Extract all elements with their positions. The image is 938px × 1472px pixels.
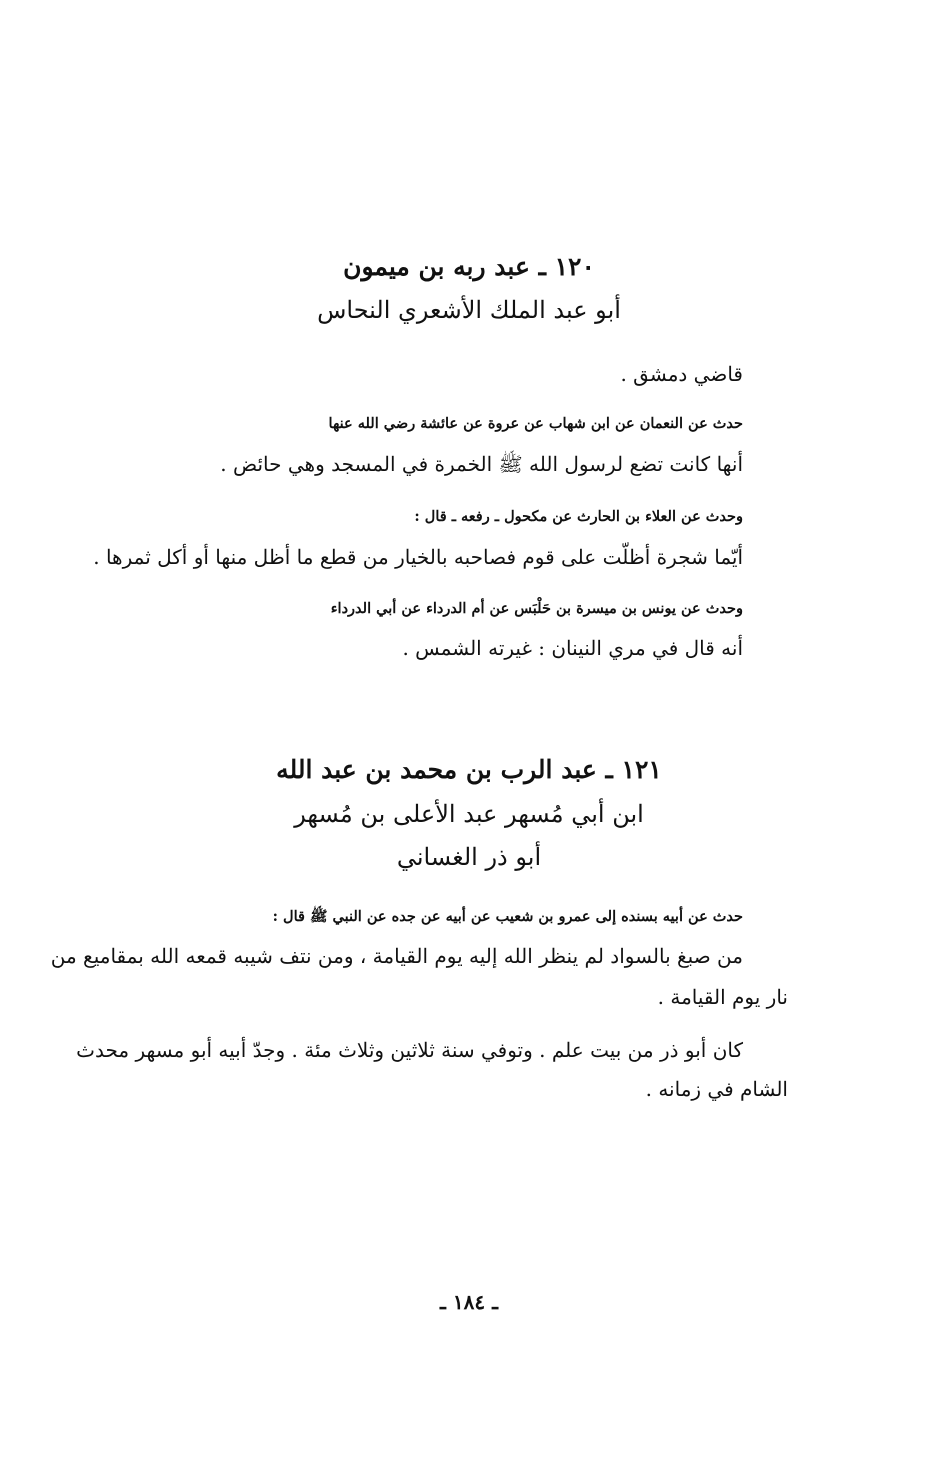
entry-120-text-3: أنه قال في مري النينان : غيرته الشمس . [402, 636, 743, 660]
entry-121-subheading-2: أبو ذر الغساني [396, 843, 542, 871]
entry-121-subheading-1: ابن أبي مُسهر عبد الأعلى بن مُسهر [294, 800, 644, 828]
entry-120-isnad-1: حدث عن النعمان عن ابن شهاب عن عروة عن عائشة رضي الله عنها [328, 415, 743, 432]
entry-121-isnad: حدث عن أبيه بسنده إلى عمرو بن شعيب عن أبيه عن جده عن النبي ﷺ قال : [272, 908, 743, 925]
entry-120-isnad-3: وحدث عن يونس بن ميسرة بن حَلْبَس عن أم الدرداء عن أبي الدرداء [330, 600, 743, 617]
entry-120-intro: قاضي دمشق . [620, 362, 743, 386]
entry-120-subheading: أبو عبد الملك الأشعري النحاس [317, 296, 621, 324]
page-number: ـ ١٨٤ ـ [440, 1290, 498, 1314]
entry-121-text-1-line-2: نار يوم القيامة . [657, 985, 788, 1009]
entry-121-text-2-line-2: الشام في زمانه . [645, 1077, 788, 1101]
entry-120-heading: ١٢٠ ـ عبد ربه بن ميمون [343, 252, 595, 281]
entry-120-text-1: أنها كانت تضع لرسول الله ﷺ الخمرة في المسجد وهي حائض . [220, 452, 743, 476]
entry-120-isnad-2: وحدث عن العلاء بن الحارث عن مكحول ـ رفعه ـ قال : [414, 508, 743, 525]
entry-121-text-2-line-1: كان أبو ذر من بيت علم . وتوفي سنة ثلاثين وثلاث مئة . وجدّ أبيه أبو مسهر محدث [76, 1038, 743, 1062]
entry-120-text-2: أيّما شجرة أظلّت على قوم فصاحبه بالخيار من قطع ما أظل منها أو أكل ثمرها . [93, 545, 743, 569]
entry-121-heading: ١٢١ ـ عبد الرب بن محمد بن عبد الله [276, 755, 662, 784]
entry-121-text-1-line-1: من صبغ بالسواد لم ينظر الله إليه يوم القيامة ، ومن نتف شيبه قمعه الله بمقاميع من [50, 944, 743, 968]
